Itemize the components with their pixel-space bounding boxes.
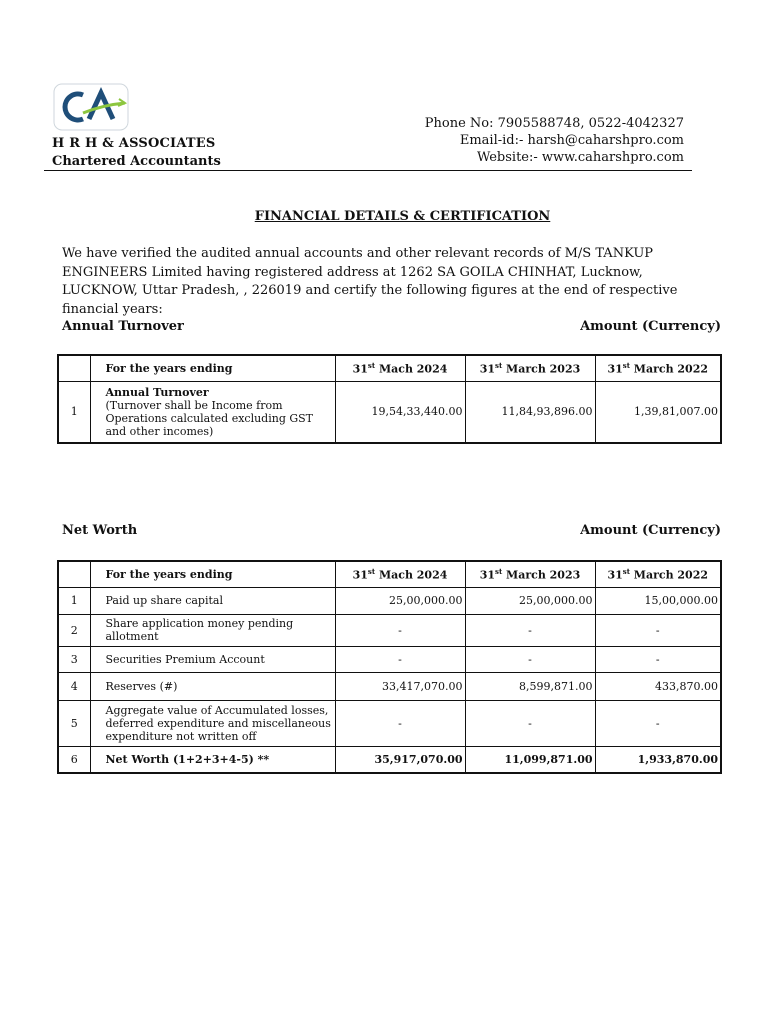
- value-2022: 433,870.00: [595, 672, 721, 700]
- year-header-2022: 31st March 2022: [595, 561, 721, 587]
- value-2024: -: [335, 700, 465, 746]
- row-label: Securities Premium Account: [90, 646, 335, 672]
- email-text: Email-id:- harsh@caharshpro.com: [459, 133, 684, 148]
- header-rule: [44, 170, 359, 171]
- value-2024: -: [335, 614, 465, 646]
- contact-block: [425, 115, 684, 166]
- years-ending-header: For the years ending: [90, 355, 335, 381]
- firm-subtitle: Chartered Accountants: [52, 154, 221, 169]
- value-2023: -: [465, 614, 595, 646]
- value-2022: 1,933,870.00: [595, 746, 721, 773]
- table-row: [58, 646, 721, 672]
- row-label: Aggregate value of Accumulated losses, deferred expenditure and miscellaneous expenditure not written off: [90, 700, 335, 746]
- firm-name: H R H & ASSOCIATES: [52, 136, 216, 151]
- value-2024: -: [335, 646, 465, 672]
- value-2023: 11,099,871.00: [465, 746, 595, 773]
- table-row: [58, 381, 721, 443]
- header-rule-thin: [359, 170, 692, 171]
- years-ending-header: For the years ending: [90, 561, 335, 587]
- row-number: 5: [58, 700, 90, 746]
- turnover-value-2022: 1,39,81,007.00: [595, 381, 721, 443]
- value-2023: -: [465, 646, 595, 672]
- website-text: Website:- www.caharshpro.com: [476, 150, 684, 165]
- value-2022: 15,00,000.00: [595, 587, 721, 614]
- table-row-total: [58, 746, 721, 773]
- value-2024: 35,917,070.00: [335, 746, 465, 773]
- turnover-row-title: Annual Turnover: [105, 385, 209, 399]
- value-2022: -: [595, 700, 721, 746]
- turnover-table: [57, 354, 722, 444]
- year-header-2022: 31st March 2022: [595, 355, 721, 381]
- turnover-value-2023: 11,84,93,896.00: [465, 381, 595, 443]
- year-header-2024: 31st Mach 2024: [335, 355, 465, 381]
- table-row: [58, 700, 721, 746]
- row-number: 4: [58, 672, 90, 700]
- turnover-header-row: [58, 355, 721, 381]
- table-row: [58, 614, 721, 646]
- ca-logo: [53, 83, 129, 131]
- turnover-section-title: Annual Turnover: [62, 319, 184, 334]
- turnover-row-note: (Turnover shall be Income from Operations calculated excluding GST and other incomes): [105, 398, 314, 438]
- year-header-2023: 31st March 2023: [465, 355, 595, 381]
- networth-header-row: [58, 561, 721, 587]
- row-label: Reserves (#): [90, 672, 335, 700]
- value-2023: 8,599,871.00: [465, 672, 595, 700]
- turnover-value-2024: 19,54,33,440.00: [335, 381, 465, 443]
- value-2022: -: [595, 614, 721, 646]
- row-number: 1: [58, 381, 90, 443]
- networth-section-title: Net Worth: [62, 523, 138, 538]
- value-2024: 25,00,000.00: [335, 587, 465, 614]
- table-row: [58, 587, 721, 614]
- row-number: 3: [58, 646, 90, 672]
- row-number: 6: [58, 746, 90, 773]
- turnover-description: [90, 381, 335, 443]
- year-header-2023: 31st March 2023: [465, 561, 595, 587]
- sn-header: [58, 355, 90, 381]
- phone-text: Phone No: 7905588748, 0522-4042327: [424, 116, 684, 131]
- row-label: Share application money pending allotment: [90, 614, 335, 646]
- value-2022: -: [595, 646, 721, 672]
- networth-amount-label: Amount (Currency): [580, 523, 721, 538]
- document-title: FINANCIAL DETAILS & CERTIFICATION: [254, 209, 551, 224]
- row-label: Paid up share capital: [90, 587, 335, 614]
- row-label: Net Worth (1+2+3+4-5) **: [90, 746, 335, 773]
- networth-table: [57, 560, 722, 774]
- year-header-2024: 31st Mach 2024: [335, 561, 465, 587]
- value-2023: 25,00,000.00: [465, 587, 595, 614]
- turnover-amount-label: Amount (Currency): [580, 319, 721, 334]
- intro-paragraph: We have verified the audited annual accounts and other relevant records of M/S TANKUP ENGINEERS Limited having registered address at 1262 SA GOILA CHINHAT, Lucknow, LUCKNOW, Uttar Pradesh, , 226019 and certify the following figures at the end of respective financial years:: [62, 246, 678, 317]
- value-2023: -: [465, 700, 595, 746]
- sn-header: [58, 561, 90, 587]
- value-2024: 33,417,070.00: [335, 672, 465, 700]
- row-number: 2: [58, 614, 90, 646]
- table-row: [58, 672, 721, 700]
- row-number: 1: [58, 587, 90, 614]
